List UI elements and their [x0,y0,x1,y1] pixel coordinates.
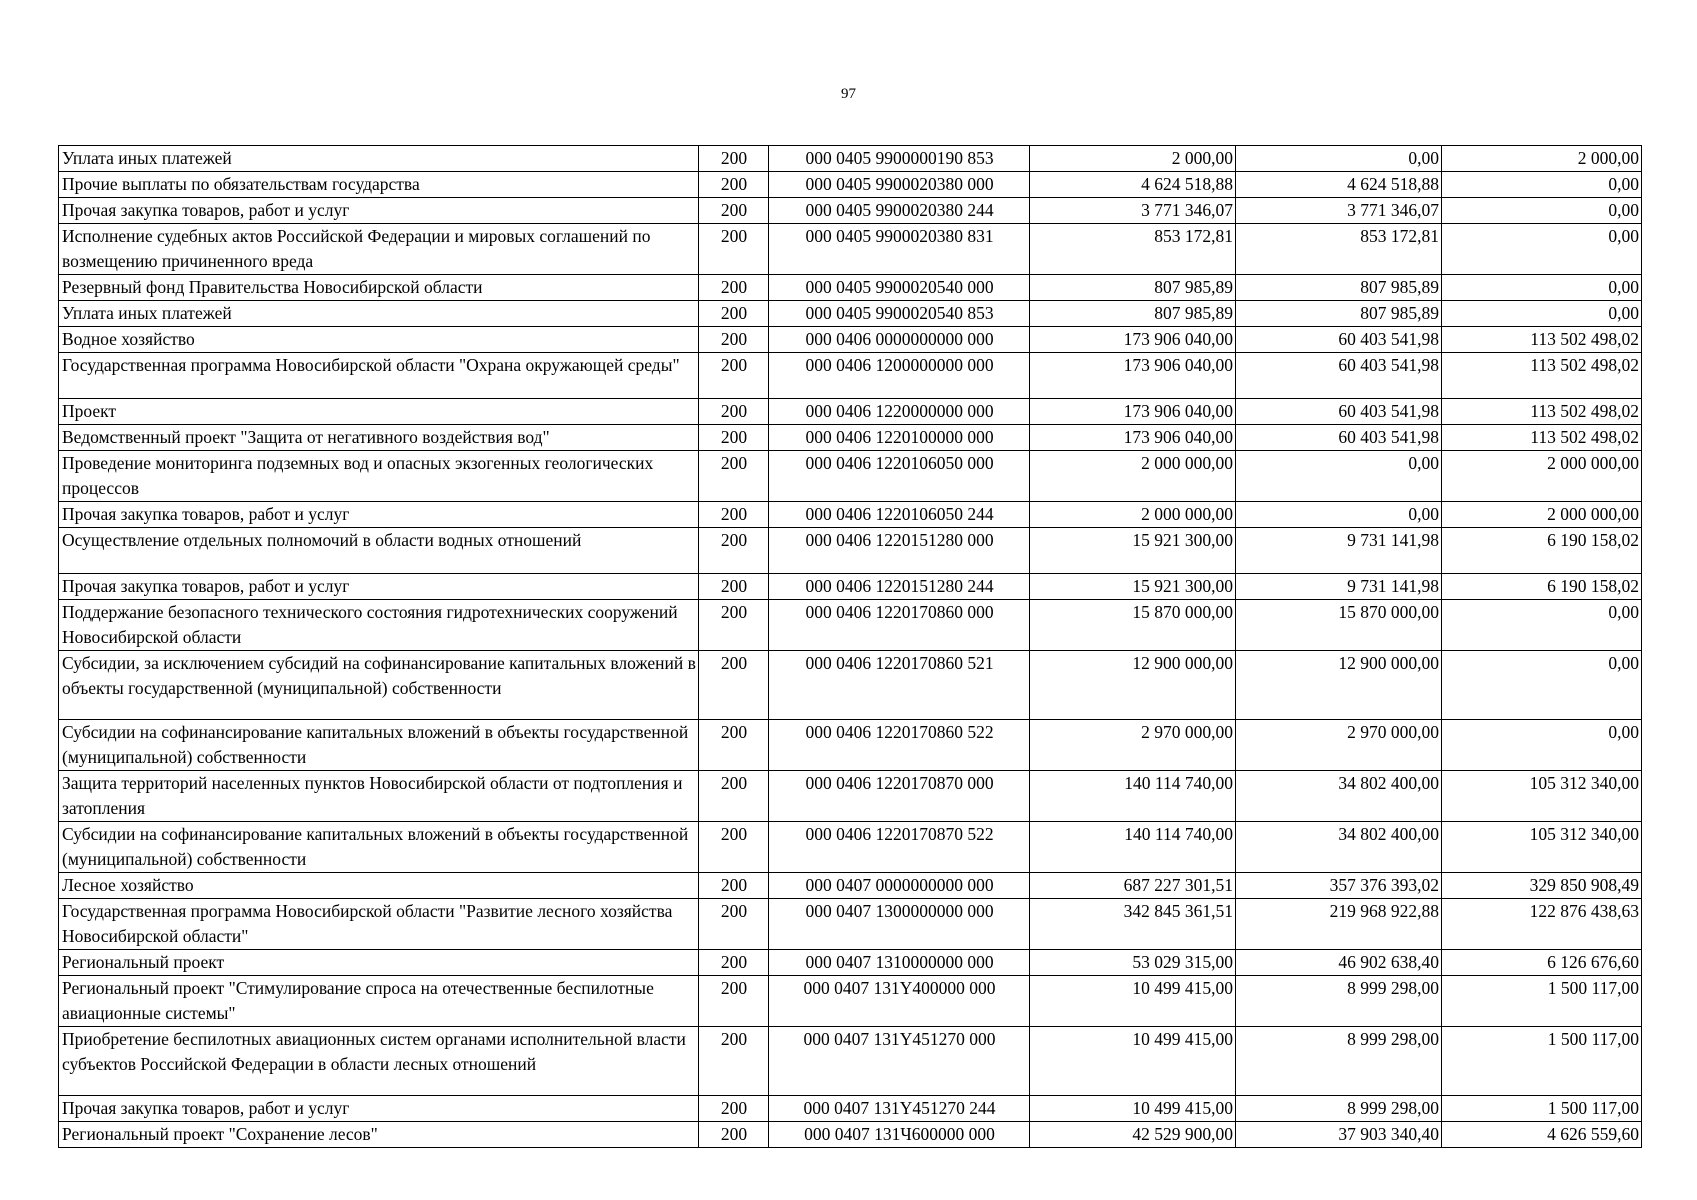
row-remaining-cell: 0,00 [1442,275,1642,301]
row-classification-cell: 000 0405 9900020380 244 [769,198,1030,224]
row-executed-cell: 0,00 [1236,502,1442,528]
row-approved-cell: 173 906 040,00 [1030,327,1236,353]
row-remaining-cell: 0,00 [1442,651,1642,720]
table-row [59,451,1642,502]
row-approved-cell: 10 499 415,00 [1030,1027,1236,1096]
row-name-cell: Защита территорий населенных пунктов Новосибирской области от подтопления и затопления [59,771,699,822]
row-code-cell: 200 [699,275,769,301]
table-row [59,301,1642,327]
row-name-cell: Проведение мониторинга подземных вод и опасных экзогенных геологических процессов [59,451,699,502]
row-executed-cell: 2 970 000,00 [1236,720,1442,771]
table-row [59,950,1642,976]
table-row [59,399,1642,425]
table-row [59,502,1642,528]
row-classification-cell: 000 0406 1220151280 000 [769,528,1030,574]
row-classification-cell: 000 0406 1200000000 000 [769,353,1030,399]
row-remaining-cell: 1 500 117,00 [1442,1027,1642,1096]
row-approved-cell: 140 114 740,00 [1030,822,1236,873]
row-code-cell: 200 [699,574,769,600]
row-remaining-cell: 113 502 498,02 [1442,353,1642,399]
row-classification-cell: 000 0407 131Ч600000 000 [769,1122,1030,1148]
row-code-cell: 200 [699,301,769,327]
row-remaining-cell: 1 500 117,00 [1442,1096,1642,1122]
row-approved-cell: 342 845 361,51 [1030,899,1236,950]
row-code-cell: 200 [699,399,769,425]
row-remaining-cell: 122 876 438,63 [1442,899,1642,950]
table-row [59,651,1642,720]
row-name-cell: Поддержание безопасного технического состояния гидротехнических сооружений Новосибирской области [59,600,699,651]
row-name-cell: Прочие выплаты по обязательствам государства [59,172,699,198]
row-remaining-cell: 6 126 676,60 [1442,950,1642,976]
row-executed-cell: 12 900 000,00 [1236,651,1442,720]
row-code-cell: 200 [699,976,769,1027]
row-approved-cell: 853 172,81 [1030,224,1236,275]
row-name-cell: Прочая закупка товаров, работ и услуг [59,502,699,528]
table-row [59,1027,1642,1096]
row-approved-cell: 173 906 040,00 [1030,399,1236,425]
row-classification-cell: 000 0405 9900020540 853 [769,301,1030,327]
row-approved-cell: 2 970 000,00 [1030,720,1236,771]
row-approved-cell: 15 921 300,00 [1030,574,1236,600]
row-executed-cell: 9 731 141,98 [1236,574,1442,600]
row-code-cell: 200 [699,327,769,353]
row-code-cell: 200 [699,198,769,224]
row-classification-cell: 000 0406 1220000000 000 [769,399,1030,425]
row-classification-cell: 000 0406 0000000000 000 [769,327,1030,353]
row-name-cell: Водное хозяйство [59,327,699,353]
row-approved-cell: 15 870 000,00 [1030,600,1236,651]
row-classification-cell: 000 0406 1220170870 522 [769,822,1030,873]
row-executed-cell: 34 802 400,00 [1236,771,1442,822]
row-name-cell: Государственная программа Новосибирской области "Развитие лесного хозяйства Новосибирской области" [59,899,699,950]
table-row [59,146,1642,172]
row-remaining-cell: 0,00 [1442,301,1642,327]
row-remaining-cell: 105 312 340,00 [1442,822,1642,873]
row-remaining-cell: 0,00 [1442,600,1642,651]
row-executed-cell: 60 403 541,98 [1236,399,1442,425]
row-classification-cell: 000 0406 1220106050 244 [769,502,1030,528]
row-code-cell: 200 [699,172,769,198]
row-approved-cell: 807 985,89 [1030,301,1236,327]
table-row [59,224,1642,275]
table-row [59,275,1642,301]
row-code-cell: 200 [699,651,769,720]
table-row [59,574,1642,600]
row-approved-cell: 12 900 000,00 [1030,651,1236,720]
row-approved-cell: 173 906 040,00 [1030,425,1236,451]
row-classification-cell: 000 0405 9900020380 831 [769,224,1030,275]
row-classification-cell: 000 0405 9900020540 000 [769,275,1030,301]
row-executed-cell: 60 403 541,98 [1236,327,1442,353]
row-remaining-cell: 0,00 [1442,720,1642,771]
row-executed-cell: 0,00 [1236,146,1442,172]
row-classification-cell: 000 0405 9900020380 000 [769,172,1030,198]
row-remaining-cell: 2 000,00 [1442,146,1642,172]
row-remaining-cell: 6 190 158,02 [1442,574,1642,600]
row-remaining-cell: 4 626 559,60 [1442,1122,1642,1148]
row-approved-cell: 140 114 740,00 [1030,771,1236,822]
row-classification-cell: 000 0406 1220106050 000 [769,451,1030,502]
row-name-cell: Уплата иных платежей [59,146,699,172]
row-remaining-cell: 105 312 340,00 [1442,771,1642,822]
row-executed-cell: 4 624 518,88 [1236,172,1442,198]
row-executed-cell: 37 903 340,40 [1236,1122,1442,1148]
row-classification-cell: 000 0406 1220170860 521 [769,651,1030,720]
table-row [59,528,1642,574]
row-code-cell: 200 [699,1122,769,1148]
row-approved-cell: 3 771 346,07 [1030,198,1236,224]
row-name-cell: Субсидии, за исключением субсидий на софинансирование капитальных вложений в объекты государственной (муниципальной) собственности [59,651,699,720]
row-executed-cell: 8 999 298,00 [1236,976,1442,1027]
row-classification-cell: 000 0407 131Y451270 000 [769,1027,1030,1096]
row-approved-cell: 10 499 415,00 [1030,1096,1236,1122]
row-name-cell: Региональный проект "Сохранение лесов" [59,1122,699,1148]
row-code-cell: 200 [699,720,769,771]
row-remaining-cell: 2 000 000,00 [1442,502,1642,528]
row-executed-cell: 0,00 [1236,451,1442,502]
row-code-cell: 200 [699,224,769,275]
table-row [59,600,1642,651]
row-executed-cell: 3 771 346,07 [1236,198,1442,224]
row-classification-cell: 000 0407 1310000000 000 [769,950,1030,976]
row-name-cell: Государственная программа Новосибирской области "Охрана окружающей среды" [59,353,699,399]
row-name-cell: Проект [59,399,699,425]
row-code-cell: 200 [699,451,769,502]
budget-table-body [59,146,1642,1148]
row-code-cell: 200 [699,425,769,451]
row-executed-cell: 15 870 000,00 [1236,600,1442,651]
row-code-cell: 200 [699,528,769,574]
row-remaining-cell: 2 000 000,00 [1442,451,1642,502]
row-code-cell: 200 [699,1027,769,1096]
row-remaining-cell: 1 500 117,00 [1442,976,1642,1027]
row-remaining-cell: 0,00 [1442,198,1642,224]
row-name-cell: Осуществление отдельных полномочий в области водных отношений [59,528,699,574]
row-name-cell: Прочая закупка товаров, работ и услуг [59,574,699,600]
row-approved-cell: 173 906 040,00 [1030,353,1236,399]
row-classification-cell: 000 0407 131Y451270 244 [769,1096,1030,1122]
row-code-cell: 200 [699,353,769,399]
row-executed-cell: 9 731 141,98 [1236,528,1442,574]
row-classification-cell: 000 0406 1220170860 522 [769,720,1030,771]
row-remaining-cell: 0,00 [1442,172,1642,198]
row-name-cell: Резервный фонд Правительства Новосибирской области [59,275,699,301]
row-approved-cell: 687 227 301,51 [1030,873,1236,899]
table-row [59,327,1642,353]
row-code-cell: 200 [699,502,769,528]
table-row [59,353,1642,399]
row-name-cell: Прочая закупка товаров, работ и услуг [59,198,699,224]
table-row [59,172,1642,198]
row-executed-cell: 807 985,89 [1236,275,1442,301]
row-code-cell: 200 [699,873,769,899]
row-classification-cell: 000 0406 1220151280 244 [769,574,1030,600]
row-code-cell: 200 [699,899,769,950]
table-row [59,720,1642,771]
row-executed-cell: 219 968 922,88 [1236,899,1442,950]
row-classification-cell: 000 0406 1220170870 000 [769,771,1030,822]
row-approved-cell: 2 000 000,00 [1030,451,1236,502]
page-number: 97 [841,86,856,102]
row-classification-cell: 000 0407 0000000000 000 [769,873,1030,899]
row-classification-cell: 000 0407 1300000000 000 [769,899,1030,950]
row-executed-cell: 357 376 393,02 [1236,873,1442,899]
row-classification-cell: 000 0406 1220170860 000 [769,600,1030,651]
table-row [59,873,1642,899]
row-approved-cell: 4 624 518,88 [1030,172,1236,198]
row-remaining-cell: 6 190 158,02 [1442,528,1642,574]
row-approved-cell: 2 000 000,00 [1030,502,1236,528]
row-code-cell: 200 [699,600,769,651]
row-remaining-cell: 113 502 498,02 [1442,425,1642,451]
row-executed-cell: 8 999 298,00 [1236,1096,1442,1122]
row-approved-cell: 807 985,89 [1030,275,1236,301]
table-row [59,822,1642,873]
row-name-cell: Региональный проект [59,950,699,976]
row-remaining-cell: 329 850 908,49 [1442,873,1642,899]
row-approved-cell: 53 029 315,00 [1030,950,1236,976]
row-name-cell: Субсидии на софинансирование капитальных вложений в объекты государственной (муниципальной) собственности [59,720,699,771]
row-name-cell: Ведомственный проект "Защита от негативного воздействия вод" [59,425,699,451]
row-name-cell: Субсидии на софинансирование капитальных вложений в объекты государственной (муниципальной) собственности [59,822,699,873]
row-approved-cell: 2 000,00 [1030,146,1236,172]
row-code-cell: 200 [699,1096,769,1122]
row-name-cell: Исполнение судебных актов Российской Федерации и мировых соглашений по возмещению причиненного вреда [59,224,699,275]
row-executed-cell: 60 403 541,98 [1236,425,1442,451]
row-remaining-cell: 0,00 [1442,224,1642,275]
table-row [59,198,1642,224]
row-approved-cell: 42 529 900,00 [1030,1122,1236,1148]
row-name-cell: Прочая закупка товаров, работ и услуг [59,1096,699,1122]
row-classification-cell: 000 0405 9900000190 853 [769,146,1030,172]
table-row [59,1096,1642,1122]
row-name-cell: Уплата иных платежей [59,301,699,327]
row-executed-cell: 8 999 298,00 [1236,1027,1442,1096]
row-executed-cell: 807 985,89 [1236,301,1442,327]
table-row [59,899,1642,950]
row-executed-cell: 34 802 400,00 [1236,822,1442,873]
row-remaining-cell: 113 502 498,02 [1442,327,1642,353]
row-name-cell: Региональный проект "Стимулирование спроса на отечественные беспилотные авиационные системы" [59,976,699,1027]
row-code-cell: 200 [699,822,769,873]
row-name-cell: Приобретение беспилотных авиационных систем органами исполнительной власти субъектов Российской Федерации в области лесных отношений [59,1027,699,1096]
row-code-cell: 200 [699,146,769,172]
row-approved-cell: 15 921 300,00 [1030,528,1236,574]
row-name-cell: Лесное хозяйство [59,873,699,899]
table-row [59,425,1642,451]
row-executed-cell: 853 172,81 [1236,224,1442,275]
row-remaining-cell: 113 502 498,02 [1442,399,1642,425]
table-row [59,976,1642,1027]
row-executed-cell: 60 403 541,98 [1236,353,1442,399]
row-classification-cell: 000 0407 131Y400000 000 [769,976,1030,1027]
table-row [59,1122,1642,1148]
row-executed-cell: 46 902 638,40 [1236,950,1442,976]
table-row [59,771,1642,822]
row-classification-cell: 000 0406 1220100000 000 [769,425,1030,451]
row-approved-cell: 10 499 415,00 [1030,976,1236,1027]
budget-table [58,145,1642,1148]
row-code-cell: 200 [699,950,769,976]
row-code-cell: 200 [699,771,769,822]
